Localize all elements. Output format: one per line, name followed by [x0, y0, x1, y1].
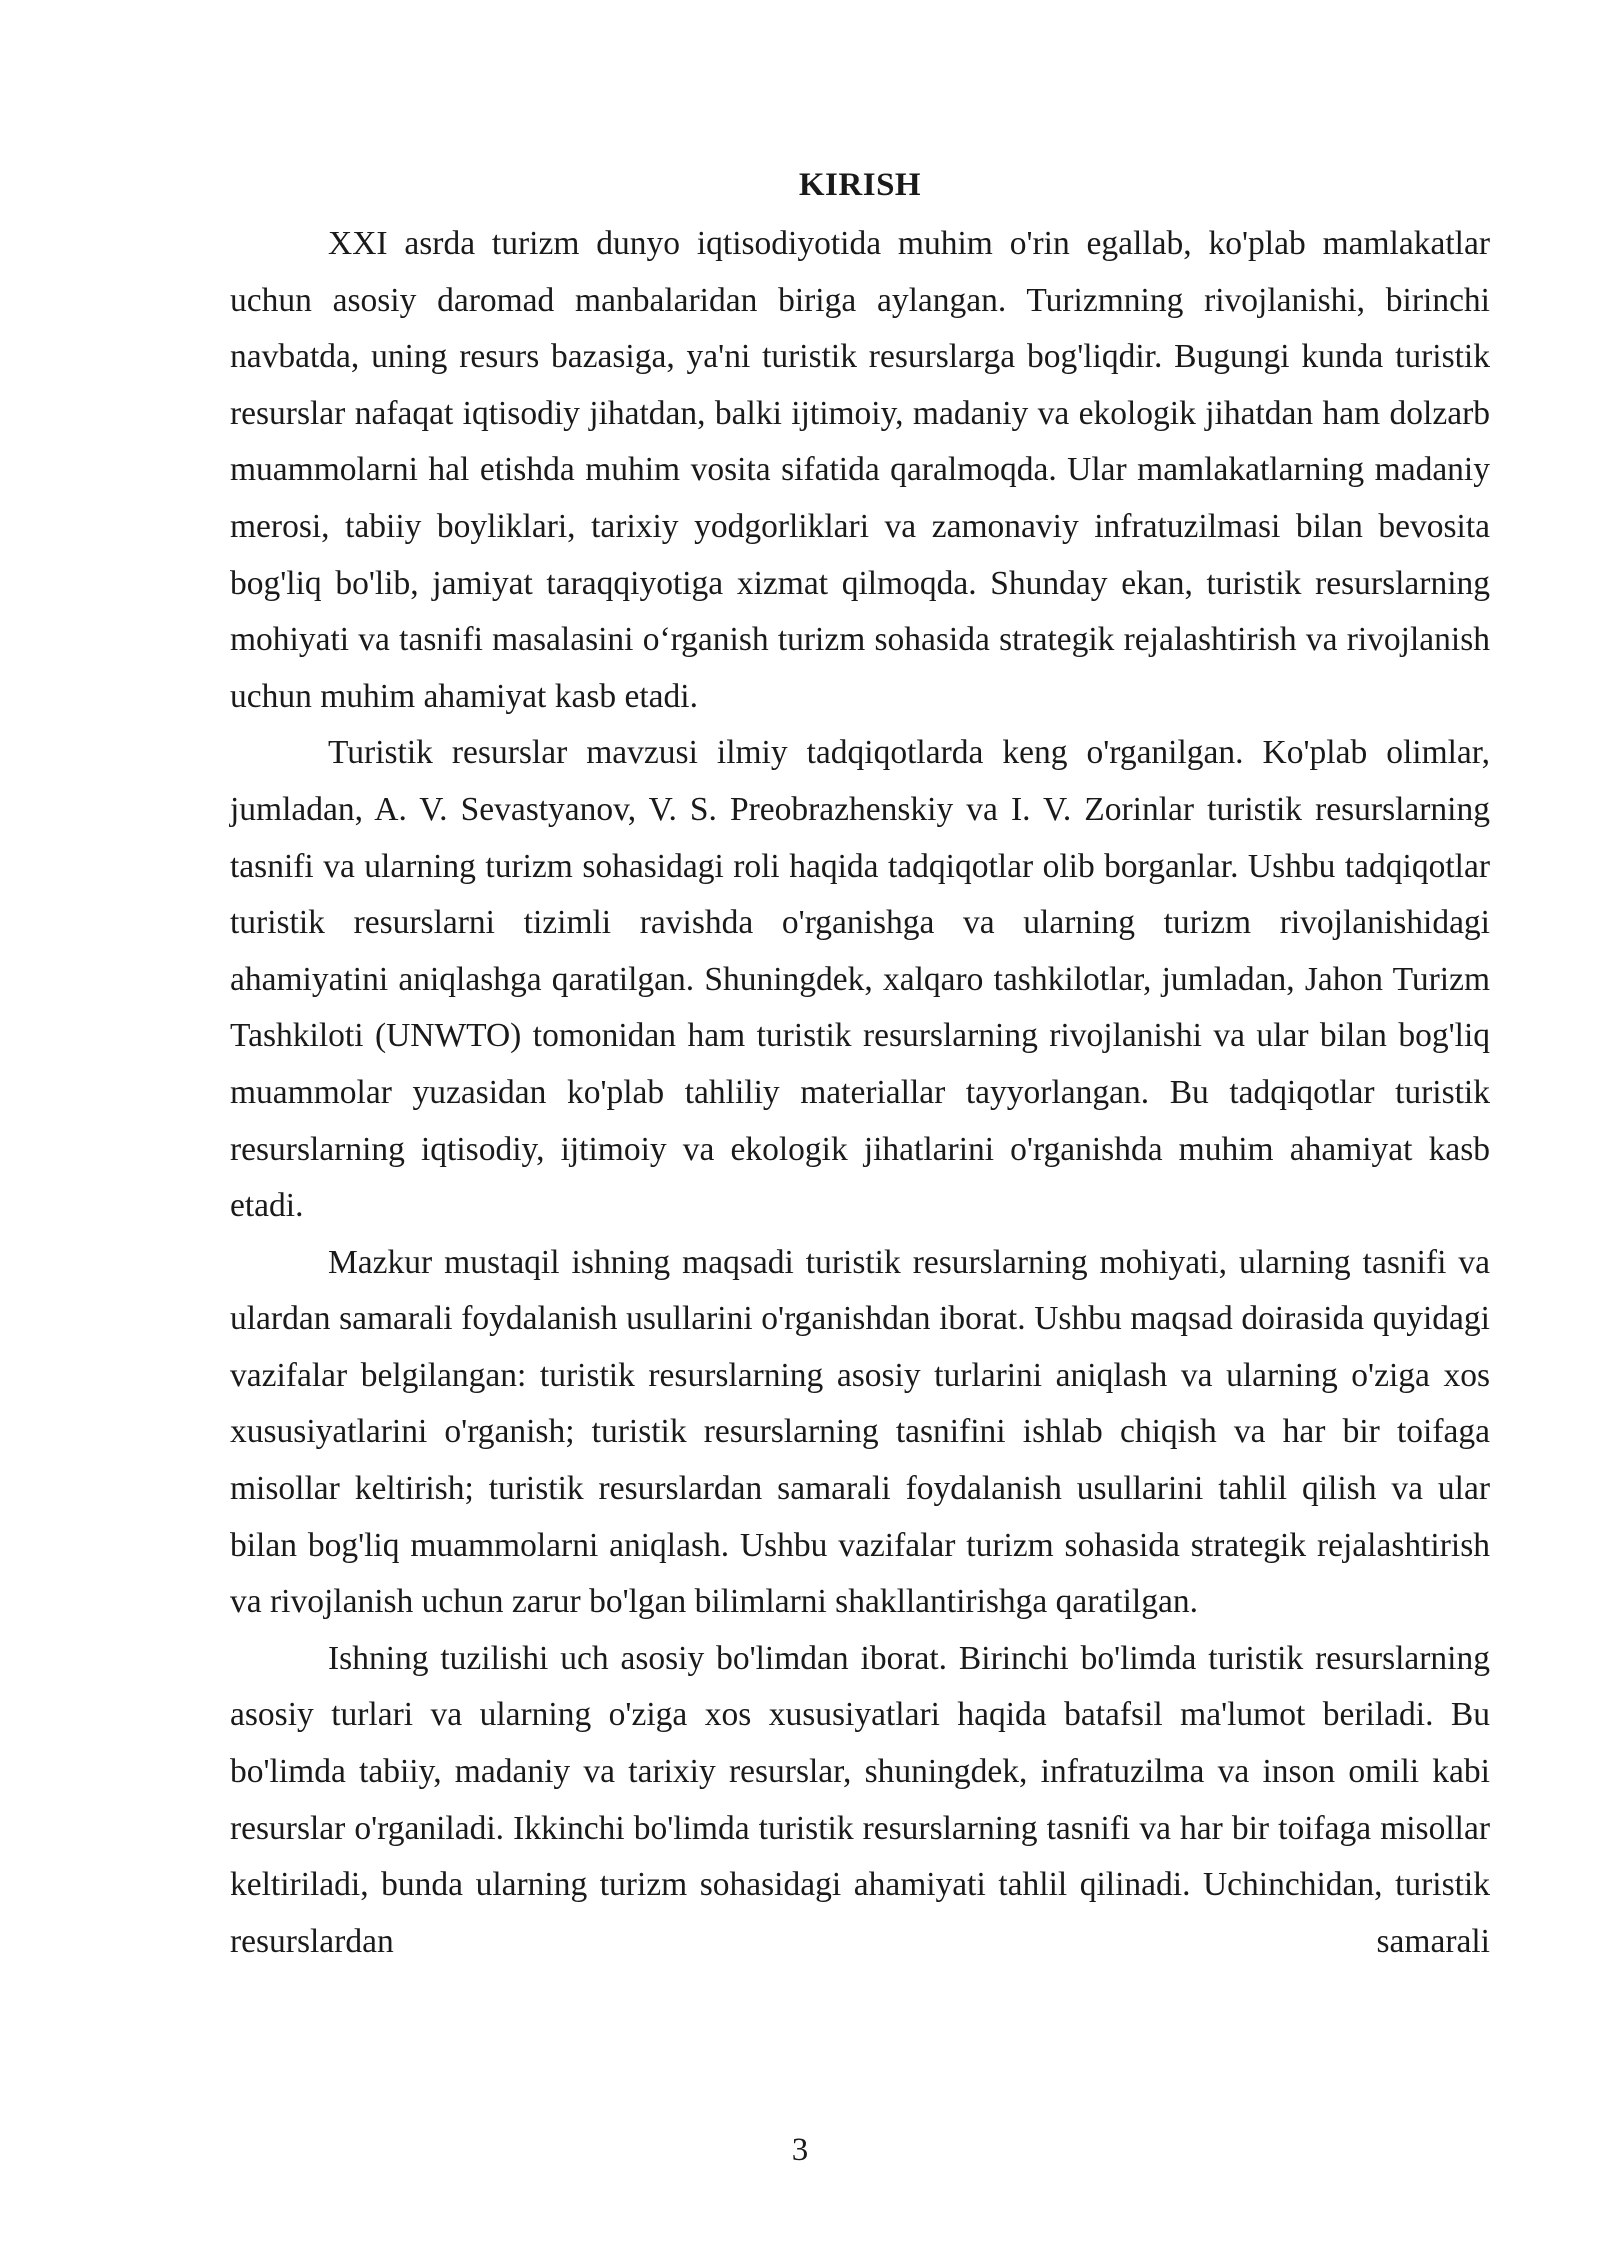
paragraph-2: Turistik resurslar mavzusi ilmiy tadqiqotlarda keng o'rganilgan. Ko'plab olimlar, jumladan, A. V. Sevastyanov, V. S. Preobrazhenskiy va I. V. Zorinlar turistik resurslarning tasnifi va ularning turizm sohasidagi roli haqida tadqiqotlar olib borganlar. Ushbu tadqiqotlar turistik resurslarni tizimli ravishda o'rganishga va ularning turizm rivojlanishidagi ahamiyatini aniqlashga qaratilgan. Shuningdek, xalqaro tashkilotlar, jumladan, Jahon Turizm Tashkiloti (UNWTO) tomonidan ham turistik resurslarning rivojlanishi va ular bilan bog'liq muammolar yuzasidan ko'plab tahliliy materiallar tayyorlangan. Bu tadqiqotlar turistik resurslarning iqtisodiy, ijtimoiy va ekologik jihatlarini o'rganishda muhim ahamiyat kasb etadi. [230, 734, 1490, 1225]
section-heading: KIRISH [798, 167, 922, 203]
paragraph-3: Mazkur mustaqil ishning maqsadi turistik resurslarning mohiyati, ularning tasnifi va ulardan samarali foydalanish usullarini o'rganishdan iborat. Ushbu maqsad doirasida quyidagi vazifalar belgilangan: turistik resurslarning asosiy turlarini aniqlash va ularning o'ziga xos xususiyatlarini o'rganish; turistik resurslarning tasnifini ishlab chiqish va har bir toifaga misollar keltirish; turistik resurslardan samarali foydalanish usullarini tahlil qilish va ular bilan bog'liq muammolarni aniqlash. Ushbu vazifalar turizm sohasida strategik rejalashtirish va rivojlanish uchun zarur bo'lgan bilimlarni shakllantirishga qaratilgan. [230, 1243, 1490, 1621]
page-number: 3 [791, 2132, 809, 2168]
document-page [230, 160, 1490, 1970]
paragraph-1: XXI asrda turizm dunyo iqtisodiyotida muhim o'rin egallab, ko'plab mamlakatlar uchun asosiy daromad manbalaridan biriga aylangan. Turizmning rivojlanishi, birinchi navbatda, uning resurs bazasiga, ya'ni turistik resurslarga bog'liqdir. Bugungi kunda turistik resurslar nafaqat iqtisodiy jihatdan, balki ijtimoiy, madaniy va ekologik jihatdan ham dolzarb muammolarni hal etishda muhim vosita sifatida qaralmoqda. Ular mamlakatlarning madaniy merosi, tabiiy boyliklari, tarixiy yodgorliklari va zamonaviy infratuzilmasi bilan bevosita bog'liq bo'lib, jamiyat taraqqiyotiga xizmat qilmoqda. Shunday ekan, turistik resurslarning mohiyati va tasnifi masalasini o‘rganish turizm sohasida strategik rejalashtirish va rivojlanish uchun muhim ahamiyat kasb etadi. [230, 225, 1490, 715]
paragraph-4: Ishning tuzilishi uch asosiy bo'limdan iborat. Birinchi bo'limda turistik resurslarning asosiy turlari va ularning o'ziga xos xususiyatlari haqida batafsil ma'lumot beriladi. Bu bo'limda tabiiy, madaniy va tarixiy resurslar, shuningdek, infratuzilma va inson omili kabi resurslar o'rganiladi. Ikkinchi bo'limda turistik resurslarning tasnifi va har bir toifaga misollar keltiriladi, bunda ularning turizm sohasidagi ahamiyati tahlil qilinadi. Uchinchidan, turistik resurslardan samarali [230, 1639, 1490, 1960]
